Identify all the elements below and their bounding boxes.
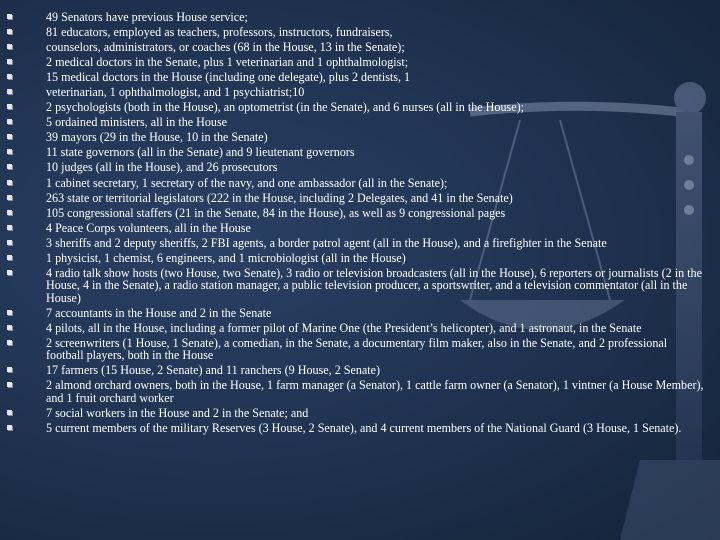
list-item bbox=[0, 116, 706, 128]
list-item bbox=[0, 422, 706, 434]
bullet-icon bbox=[7, 164, 12, 169]
list-item bbox=[0, 177, 706, 189]
list-item bbox=[0, 101, 706, 113]
list-item bbox=[0, 252, 706, 264]
list-item-text: 17 farmers (15 House, 2 Senate) and 11 ranchers (9 House, 2 Senate) bbox=[46, 363, 381, 378]
list-item bbox=[0, 379, 706, 404]
list-item-text: 11 state governors (all in the Senate) and 9 lieutenant governors bbox=[46, 145, 355, 160]
list-item bbox=[0, 364, 706, 376]
list-item bbox=[0, 71, 706, 83]
list-item-text: 7 accountants in the House and 2 in the Senate bbox=[46, 305, 272, 320]
bullet-icon bbox=[7, 382, 12, 387]
list-item-text: 1 physicist, 1 chemist, 6 engineers, and 1 microbiologist (all in the House) bbox=[46, 250, 406, 265]
bullet-icon bbox=[7, 104, 12, 109]
list-item bbox=[0, 26, 706, 38]
list-item bbox=[0, 146, 706, 158]
list-item bbox=[0, 307, 706, 319]
list-item bbox=[0, 11, 706, 23]
list-item bbox=[0, 86, 706, 98]
list-item-text: 1 cabinet secretary, 1 secretary of the navy, and one ambassador (all in the Senate); bbox=[46, 175, 448, 190]
bullet-icon bbox=[7, 367, 12, 372]
list-item-text: 263 state or territorial legislators (222 in the House, including 2 Delegates, and 41 in the Senate) bbox=[46, 190, 513, 205]
list-item-text: 3 sheriffs and 2 deputy sheriffs, 2 FBI agents, a border patrol agent (all in the House), and a firefighter in the Senate bbox=[46, 235, 607, 250]
list-item bbox=[0, 192, 706, 204]
bullet-icon bbox=[7, 325, 12, 330]
list-item bbox=[0, 131, 706, 143]
list-item-text: counselors, administrators, or coaches (68 in the House, 13 in the Senate); bbox=[46, 40, 405, 55]
list-item-text: 2 medical doctors in the Senate, plus 1 veterinarian and 1 ophthalmologist; bbox=[46, 55, 409, 70]
bullet-icon bbox=[7, 425, 12, 430]
list-item bbox=[0, 337, 706, 362]
list-item bbox=[0, 161, 706, 173]
bullet-icon bbox=[7, 270, 12, 275]
bullet-icon bbox=[7, 149, 12, 154]
list-item bbox=[0, 207, 706, 219]
list-item-text: 49 Senators have previous House service; bbox=[46, 10, 248, 24]
list-item-text: 2 almond orchard owners, both in the House, 1 farm manager (a Senator), 1 cattle farm owner (a Senator), 1 vintner (a House Member), and 1 fruit orchard worker bbox=[46, 378, 704, 405]
list-item bbox=[0, 267, 706, 304]
list-item-text: 2 psychologists (both in the House), an optometrist (in the Senate), and 6 nurses (all in the House); bbox=[46, 100, 524, 115]
bullet-icon bbox=[7, 119, 12, 124]
facts-list bbox=[0, 11, 706, 437]
bullet-icon bbox=[7, 44, 12, 49]
list-item bbox=[0, 407, 706, 419]
list-item-text: veterinarian, 1 ophthalmologist, and 1 psychiatrist;10 bbox=[46, 85, 305, 100]
bullet-icon bbox=[7, 240, 12, 245]
list-item bbox=[0, 237, 706, 249]
bullet-icon bbox=[7, 255, 12, 260]
list-item-text: 4 pilots, all in the House, including a former pilot of Marine One (the President’s helicopter), and 1 astronaut, in the Senate bbox=[46, 320, 642, 335]
list-item bbox=[0, 322, 706, 334]
bullet-icon bbox=[7, 74, 12, 79]
list-item bbox=[0, 56, 706, 68]
bullet-icon bbox=[7, 14, 12, 19]
bullet-icon bbox=[7, 225, 12, 230]
list-item-text: 39 mayors (29 in the House, 10 in the Senate) bbox=[46, 130, 268, 145]
list-item-text: 81 educators, employed as teachers, professors, instructors, fundraisers, bbox=[46, 25, 393, 40]
bullet-icon bbox=[7, 210, 12, 215]
list-item-text: 7 social workers in the House and 2 in the Senate; and bbox=[46, 405, 309, 420]
list-item bbox=[0, 41, 706, 53]
bullet-icon bbox=[7, 340, 12, 345]
list-item-text: 4 radio talk show hosts (two House, two Senate), 3 radio or television broadcasters (all in the House), 6 reporters or journalists (2 in the House, 4 in the Senate), a radio station manager, a public television producer, a sportswriter, and a television commentator (all in the House) bbox=[46, 265, 702, 305]
list-item bbox=[0, 222, 706, 234]
bullet-icon bbox=[7, 180, 12, 185]
list-item-text: 4 Peace Corps volunteers, all in the House bbox=[46, 220, 251, 235]
list-item-text: 15 medical doctors in the House (including one delegate), plus 2 dentists, 1 bbox=[46, 70, 411, 85]
bullet-icon bbox=[7, 134, 12, 139]
bullet-icon bbox=[7, 410, 12, 415]
bullet-icon bbox=[7, 59, 12, 64]
bullet-icon bbox=[7, 310, 12, 315]
bullet-icon bbox=[7, 29, 12, 34]
list-item-text: 5 current members of the military Reserves (3 House, 2 Senate), and 4 current members of the National Guard (3 House, 1 Senate). bbox=[46, 420, 682, 435]
bullet-icon bbox=[7, 195, 12, 200]
list-item-text: 10 judges (all in the House), and 26 prosecutors bbox=[46, 160, 278, 175]
list-item-text: 5 ordained ministers, all in the House bbox=[46, 115, 228, 130]
list-item-text: 105 congressional staffers (21 in the Senate, 84 in the House), as well as 9 congressional pages bbox=[46, 205, 506, 220]
list-item-text: 2 screenwriters (1 House, 1 Senate), a comedian, in the Senate, a documentary film maker, also in the Senate, and 2 professional football players, both in the House bbox=[46, 335, 668, 363]
bullet-icon bbox=[7, 89, 12, 94]
